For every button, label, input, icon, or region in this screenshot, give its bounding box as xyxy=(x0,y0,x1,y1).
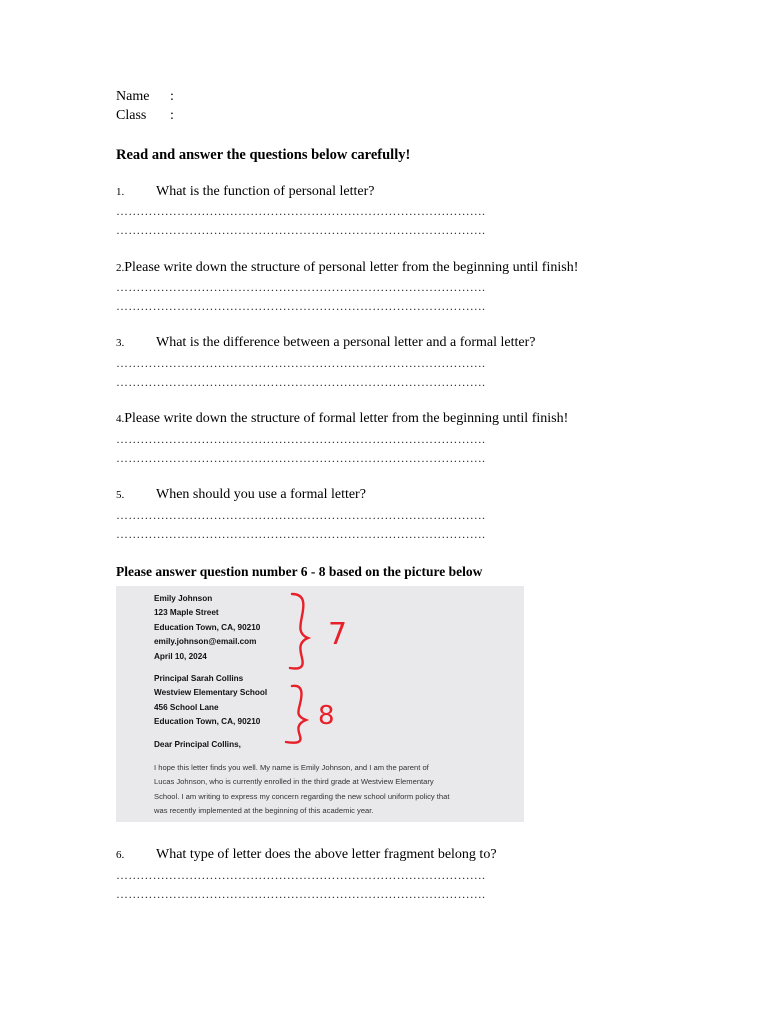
class-label: Class xyxy=(116,108,147,123)
answer-line: ………………………………………………………………………………. xyxy=(116,868,486,882)
answer-line: ………………………………………………………………………………. xyxy=(116,204,486,218)
sender-street: 123 Maple Street xyxy=(154,608,219,617)
question-2-number: 2. xyxy=(116,262,125,274)
answer-line: ………………………………………………………………………………. xyxy=(116,299,486,313)
sender-city: Education Town, CA, 90210 xyxy=(154,623,261,632)
brace-mark-7 xyxy=(290,594,308,669)
question-2 xyxy=(116,260,578,276)
question-5-number: 5. xyxy=(116,489,125,501)
question-4 xyxy=(116,411,568,427)
sender-name: Emily Johnson xyxy=(154,594,213,603)
recipient-school: Westview Elementary School xyxy=(154,688,268,697)
letter-body-line: was recently implemented at the beginning of this academic year. xyxy=(154,806,374,815)
question-6-number: 6. xyxy=(116,849,125,861)
answer-line: ………………………………………………………………………………. xyxy=(116,451,486,465)
class-colon: : xyxy=(170,108,174,123)
letter-body-line: Lucas Johnson, who is currently enrolled in the third grade at Westview Elementary xyxy=(154,777,434,786)
instructions-heading: Read and answer the questions below carefully! xyxy=(116,147,411,163)
handwritten-annotations xyxy=(116,586,524,822)
annotation-7: 7 xyxy=(328,617,348,652)
answer-line: ………………………………………………………………………………. xyxy=(116,508,486,522)
recipient-city: Education Town, CA, 90210 xyxy=(154,717,261,726)
name-label: Name xyxy=(116,89,150,104)
question-4-number: 4. xyxy=(116,413,125,425)
annotation-8: 8 xyxy=(318,701,335,731)
recipient-street: 456 School Lane xyxy=(154,703,219,712)
brace-mark-8 xyxy=(286,686,306,743)
question-3-number: 3. xyxy=(116,337,125,349)
answer-line: ………………………………………………………………………………. xyxy=(116,887,486,901)
answer-line: ………………………………………………………………………………. xyxy=(116,527,486,541)
answer-line: ………………………………………………………………………………. xyxy=(116,280,486,294)
answer-line: ………………………………………………………………………………. xyxy=(116,356,486,370)
question-1-number: 1. xyxy=(116,186,125,198)
question-1-text: What is the function of personal letter? xyxy=(156,184,375,199)
name-colon: : xyxy=(170,89,174,104)
answer-line: ………………………………………………………………………………. xyxy=(116,223,486,237)
question-5-text: When should you use a formal letter? xyxy=(156,487,366,502)
salutation: Dear Principal Collins, xyxy=(154,740,241,749)
answer-line: ………………………………………………………………………………. xyxy=(116,375,486,389)
letter-fragment-image xyxy=(116,586,524,822)
question-4-text: Please write down the structure of formal letter from the beginning until finish! xyxy=(124,411,569,426)
picture-instruction: Please answer question number 6 - 8 based on the picture below xyxy=(116,564,483,579)
letter-date: April 10, 2024 xyxy=(154,652,207,661)
letter-body-line: I hope this letter finds you well. My name is Emily Johnson, and I am the parent of xyxy=(154,763,429,772)
letter-body-line: School. I am writing to express my concern regarding the new school uniform policy that xyxy=(154,792,450,801)
question-6-text: What type of letter does the above letter fragment belong to? xyxy=(156,847,497,862)
question-2-text: Please write down the structure of personal letter from the beginning until finish! xyxy=(124,260,579,275)
question-3-text: What is the difference between a personal letter and a formal letter? xyxy=(156,335,536,350)
recipient-name: Principal Sarah Collins xyxy=(154,674,244,683)
answer-line: ………………………………………………………………………………. xyxy=(116,432,486,446)
sender-email: emily.johnson@email.com xyxy=(154,637,257,646)
